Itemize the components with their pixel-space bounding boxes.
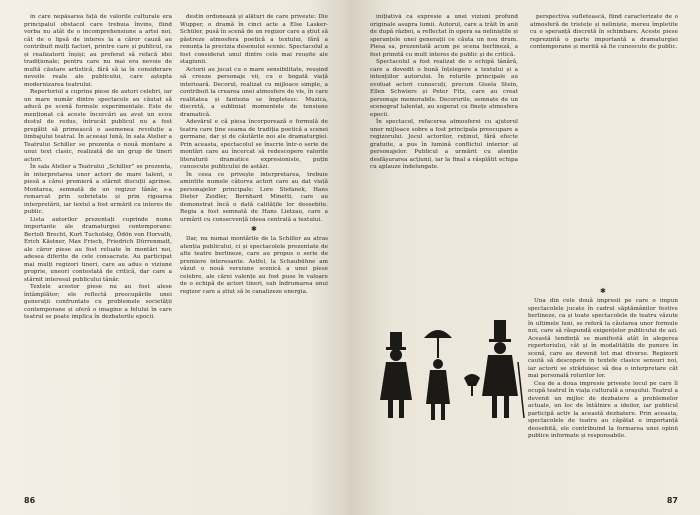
- leg: [504, 396, 509, 418]
- paragraph: în care nepăsarea față de valorile culturale era principalul obstacol care trebuia învins, fiind vorba nu atât de o incomprehensiune a artei noi, cât de o lipsă de interes la a căror cauză au contribuit mulți factori, printre care și publicul, ca și realizatorii înșiși; au preferat să refacă idei tradiționale; pentru care nu mai era nevoie de multă căutare artistică, fără să ia în considerare nevoile reale ale publicului, care aștepta modernizarea teatrului.: [24, 14, 172, 88]
- umbrella: [424, 330, 452, 338]
- page-number: 87: [666, 496, 678, 505]
- coat: [482, 355, 518, 396]
- section-star-icon: ✱: [600, 287, 606, 295]
- bird: [464, 374, 480, 386]
- right-page: [350, 0, 700, 515]
- leg: [431, 404, 435, 420]
- hat: [494, 320, 506, 340]
- head: [433, 359, 443, 369]
- silhouette-figures-illustration: [368, 292, 526, 424]
- leg: [399, 400, 404, 418]
- paragraph: Dar, nu numai montările de la Schiller au atras atenția publicului, ci și spectacolele prezentate de alte teatre berlineze, care au propus o serie de premiere interesante. Astfel, la Schaubühne am văzut o nouă versiune scenică a unei piese celebre, ale cărei valențe au fost puse în valoare de o echipă de actori tineri, sub îndrumarea unui regizor care a știut să le canalizeze energia.: [180, 236, 328, 295]
- paragraph: destin ordonează și alături de care privește: Die Wupper, o dramă în cinci acte a Else Lasker-Schüler, pusă în scenă de un regizor care a știut să păstreze atmosfera poetică a textului, fără a renunța la precizia desenului scenic. Spectacolul a fost considerat unul dintre cele mai reușite ale stagiunii.: [180, 14, 328, 65]
- paragraph: Lista autorilor prezentați cuprinde nume importante ale dramaturgiei contemporane: Bertolt Brecht, Kurt Tucholsky, Ödön von Horvath, Erich Kästner, Max Frisch, Friedrich Dürrenmatt, ale căror piese au fost reluate în montări noi, adesea diferite de cele consacrate. Au participat mai mulți regizori tineri, care au adus o viziune proprie, uneori contestată de critică, dar care a stârnit interesul publicului tânăr.: [24, 216, 172, 283]
- left-column-2: [180, 14, 328, 504]
- paragraph: Spectacolul a fost realizat de o echipă tânără, care a dovedit o bună înțelegere a textului și a intențiilor autorului. În rolurile principale au evoluat actori cunoscuți, precum Gisela Stein, Ellen Schwiers și Peter Fitz, care au creat personaje memorabile. Decorurile, semnate de un scenograf talentat, au sugerat cu finețe atmosfera epocii.: [370, 59, 518, 118]
- right-column-2: [530, 14, 678, 276]
- umbrella-handle: [437, 338, 439, 358]
- paragraph: În spectacol, refacerea atmosferei cu ajutorul unor mijloace sobre a fost principala preocupare a regizorului. Jocul actorilor, reținut, fără efecte gratuite, a pus în lumină conflictul interior al personajelor. Publicul a urmărit cu atenție desfășurarea acțiunii, iar la final a răsplătit echipa cu aplauze îndelungate.: [370, 119, 518, 170]
- leg: [441, 404, 445, 420]
- section-star-icon: ✱: [251, 225, 257, 233]
- leg: [388, 400, 393, 418]
- hat-brim: [489, 339, 511, 342]
- cane: [518, 362, 524, 418]
- left-column-1: [24, 14, 172, 474]
- bird-leg: [471, 386, 473, 396]
- head: [390, 349, 402, 361]
- paragraph: Adevărul e că piesa încorporează o formulă de teatru care ține seama de tradiția poetică a scenei germane, dar și de căutările noi ale dramaturgiei. Prin aceasta, spectacolul se înscrie într-o serie de montări care au încercat să redescopere valorile literaturii dramatice expresioniste, puțin cunoscute publicului de astăzi.: [180, 119, 328, 170]
- head: [494, 342, 506, 354]
- hat: [390, 332, 402, 348]
- page-number: 86: [24, 496, 36, 505]
- paragraph: Actorii au jucat cu o mare sensibilitate, reușind să creeze personaje vii, cu o bogată viață interioară. Decorul, realizat cu mijloace simple, a contribuit la crearea unei atmosfere de vis, în care realitatea și fantezia se împletesc. Muzica, discretă, a subliniat momentele de tensiune dramatică.: [180, 66, 328, 118]
- coat: [380, 362, 412, 400]
- right-column-1: [370, 14, 518, 276]
- body: [426, 370, 450, 404]
- paragraph: Textele acestor piese nu au fost alese întâmplător; ele reflectă preocupările unei generații confruntate cu problemele societății contemporane și oferă o imagine a felului în care teatrul se poate implica în dezbaterile epocii.: [24, 284, 172, 320]
- right-column-3: [528, 286, 678, 486]
- paragraph: Una din cele două impresii pe care o impun spectacolele jucate în cadrul săptămânilor festive berlineze, ca și toate spectacolele de teatru văzute în ultimele luni, se referă la căutarea unor formule noi, care să răspundă exigențelor publicului de azi. Această tendință se manifestă atât în alegerea repertoriului, cât și în modalitățile de punere în scenă, care au devenit tot mai diverse. Regizorii caută să descopere în textele clasice sensuri noi, iar actorii se străduiesc să dea o interpretare cât mai personală rolurilor lor.: [528, 298, 678, 379]
- paragraph: Cea de a doua impresie privește locul pe care îl ocupă teatrul în viața culturală a orașului. Teatrul a devenit un mijloc de dezbatere a problemelor actuale, un loc de întâlnire a ideilor, iar publicul participă activ la această dezbatere. Prin aceasta, spectacolele de teatru au căpătat o importanță deosebită, ele contribuind la formarea unei opinii publice informate și responsabile.: [528, 380, 678, 439]
- paragraph: În ceea ce privește interpretarea, trebuie amintite numele câtorva actori care au dat viață personajelor principale: Lore Stefanek, Hans Dieter Zeidler, Bernhard Minetti, care au demonstrat încă o dată calitățile lor deosebite. Regia a fost semnată de Hans Lietzau, care a urmărit cu consecvență ideea centrală a textului.: [180, 171, 328, 223]
- paragraph: Repertoriul a cuprins piese de autori celebri, iar un mare număr dintre spectacole au căutat să aducă pe scenă formule experimentale. Este de menționat că aceste încercări au avut un ecou destul de redus, întrucât publicul nu a fost pregătit să primească o asemenea revoluție a limbajului teatral. În aceeași lună, în sala Atelier a Teatrului Schiller se prezenta o nouă montare a unui text clasic, realizată de un grup de tineri actori.: [24, 89, 172, 163]
- leg: [492, 396, 497, 418]
- paragraph: inițiativă ca expresie a unei viziuni profund originale asupra lumii. Autorul, care a trăit în anii de după război, a reflectat în opera sa neliniștile și speranțele unei generații ce căuta un nou drum. Piesa sa, prezentată acum pe scena berlineză, a fost primită cu mult interes de public și de critică.: [370, 14, 518, 58]
- paragraph: perspectiva sufletească, fiind caracterizate de o atmosferă de tristețe și neliniște, mereu împletite cu o speranță discretă în schimbare. Aceste piese reprezintă o parte importantă a dramaturgiei contemporane și merită să fie cunoscute de public.: [530, 14, 678, 50]
- paragraph: În sala Atelier a Teatrului „Schiller” se prezenta, în interpretarea unor actori de mare talent, o piesă a cărei premieră a stârnit discuții aprinse. Montarea, semnată de un regizor tânăr, s-a remarcat prin sobrietate și prin rigoarea interpretării, iar textul a fost urmărit cu interes de public.: [24, 164, 172, 215]
